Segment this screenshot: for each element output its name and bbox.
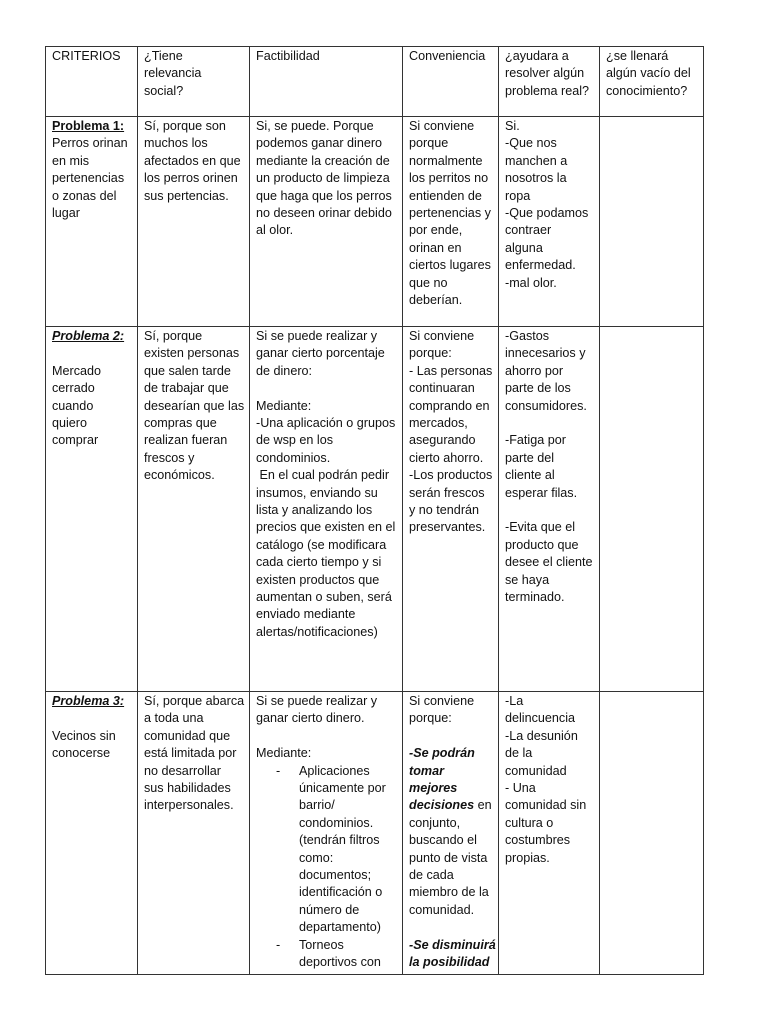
factibilidad-cell: Si se puede realizar y ganar cierto porcentaje de dinero: Mediante: -Una aplicación o grupos de wsp en los condominios. En el cual podrán pedir insumos, enviando su lista y analizando los precios que existen en el catálogo (se modificara cada cierto tiempo y si existen productos que aumentan o suben, será enviado mediante alertas/notificaciones)	[250, 327, 403, 692]
problem-cell: Problema 1: Perros orinan en mis pertenencias o zonas del lugar	[46, 117, 138, 327]
relevancia-cell: Sí, porque son muchos los afectados en que los perros orinen sus pertencias.	[138, 117, 250, 327]
conveniencia-cell: Si conviene porque: -Se podrán tomar mejores decisiones en conjunto, buscando el punto de vista de cada miembro de la comunidad. -Se disminuirá la posibilidad	[403, 692, 499, 975]
vacio-cell	[600, 692, 704, 975]
ayudara-cell: -La delincuencia -La desunión de la comunidad - Una comunidad sin cultura o costumbres propias.	[499, 692, 600, 975]
header-vacio: ¿se llenará algún vacío del conocimiento?	[600, 47, 704, 117]
list-item: - Torneos	[276, 937, 344, 952]
relevancia-cell: Sí, porque existen personas que salen tarde de trabajar que desearían que las compras que realizan fueran frescos y económicos.	[138, 327, 250, 692]
vacio-cell	[600, 117, 704, 327]
list-item: - Aplicaciones	[276, 763, 370, 778]
factibilidad-cell: Si, se puede. Porque podemos ganar dinero mediante la creación de un producto de limpieza que haga que los perros no deseen orinar debido al olor.	[250, 117, 403, 327]
header-ayudara: ¿ayudara a resolver algún problema real?	[499, 47, 600, 117]
table-row-problema-3	[46, 692, 704, 975]
header-row	[46, 47, 704, 117]
criteria-table	[45, 46, 704, 975]
table-row-problema-1	[46, 117, 704, 327]
header-factibilidad: Factibilidad	[250, 47, 403, 117]
problem-cell: Problema 2: Mercado cerrado cuando quiero comprar	[46, 327, 138, 692]
header-relevancia: ¿Tiene relevancia social?	[138, 47, 250, 117]
header-criterios: CRITERIOS	[46, 47, 138, 117]
ayudara-cell: Si. -Que nos manchen a nosotros la ropa -Que podamos contraer alguna enfermedad. -mal olor.	[499, 117, 600, 327]
problem-label: Problema 3:	[52, 694, 125, 708]
relevancia-cell: Sí, porque abarca a toda una comunidad que está limitada por no desarrollar sus habilidades interpersonales.	[138, 692, 250, 975]
problem-cell: Problema 3: Vecinos sin conocerse	[46, 692, 138, 975]
problem-label: Problema 1:	[52, 119, 125, 133]
header-conveniencia: Conveniencia	[403, 47, 499, 117]
vacio-cell	[600, 327, 704, 692]
ayudara-cell: -Gastos innecesarios y ahorro por parte de los consumidores. -Fatiga por parte del cliente al esperar filas. -Evita que el producto que desee el cliente se haya terminado.	[499, 327, 600, 692]
conveniencia-cell: Si conviene porque: - Las personas continuaran comprando en mercados, asegurando cierto ahorro. -Los productos serán frescos y no tendrán preservantes.	[403, 327, 499, 692]
table-row-problema-2	[46, 327, 704, 692]
problem-label: Problema 2:	[52, 329, 125, 343]
factibilidad-cell: Si se puede realizar y ganar cierto dinero. Mediante: - Aplicaciones únicamente por barrio/ condominios. (tendrán filtros como: documentos; identificación o número de departamento) - Torneos deportivos con	[250, 692, 403, 975]
conveniencia-cell: Si conviene porque normalmente los perritos no entienden de pertenencias y por ende, orinan en ciertos lugares que no deberían.	[403, 117, 499, 327]
